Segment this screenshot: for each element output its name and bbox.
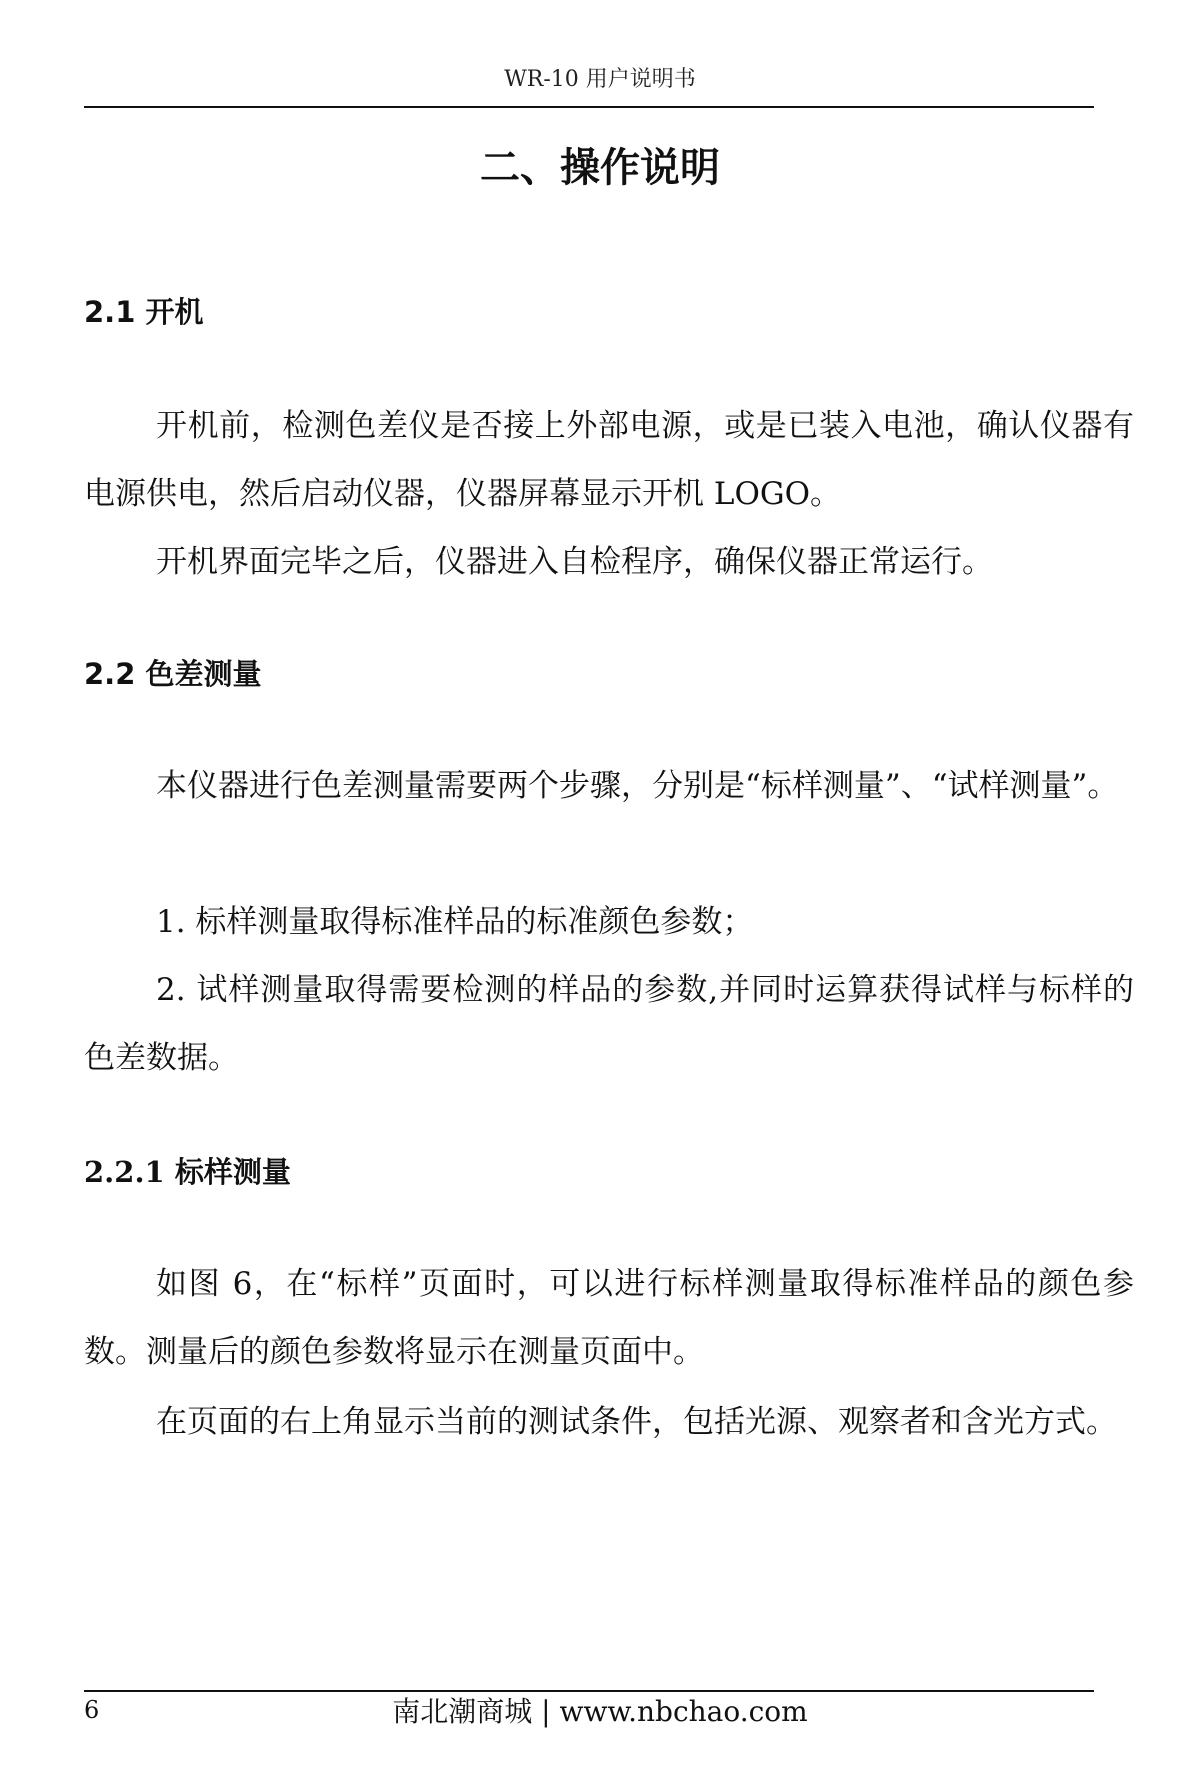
paragraph: 在页面的右上角显示当前的测试条件，包括光源、观察者和含光方式。 — [156, 1404, 1117, 1440]
list-item: 2. 试样测量取得需要检测的样品的参数,并同时运算获得试样与标样的色差数据。 — [84, 972, 1134, 1076]
header-rule — [84, 106, 1094, 108]
list-item: 1. 标样测量取得标准样品的标准颜色参数； — [156, 904, 754, 940]
page-number: 6 — [84, 1696, 100, 1724]
footer-rule — [84, 1690, 1094, 1692]
paragraph: 开机前，检测色差仪是否接上外部电源，或是已装入电池，确认仪器有电源供电，然后启动仪器，仪器屏幕显示开机 LOGO。 — [84, 408, 1134, 512]
footer-site-text: 南北潮商城 | www.nbchao.com — [392, 1695, 808, 1728]
document-title: WR-10 用户说明书 — [504, 67, 696, 92]
section-heading-2-2: 2.2 色差测量 — [84, 657, 262, 691]
paragraph: 如图 6，在“标样”页面时，可以进行标样测量取得标准样品的颜色参数。测量后的颜色参数将显示在测量页面中。 — [84, 1266, 1134, 1370]
section-heading-2-1: 2.1 开机 — [84, 295, 204, 329]
chapter-title: 二、操作说明 — [480, 145, 720, 191]
section-heading-2-2-1: 2.2.1 标样测量 — [84, 1155, 291, 1189]
paragraph: 本仪器进行色差测量需要两个步骤，分别是“标样测量”、“试样测量”。 — [156, 768, 1119, 804]
paragraph: 开机界面完毕之后，仪器进入自检程序，确保仪器正常运行。 — [156, 544, 993, 580]
